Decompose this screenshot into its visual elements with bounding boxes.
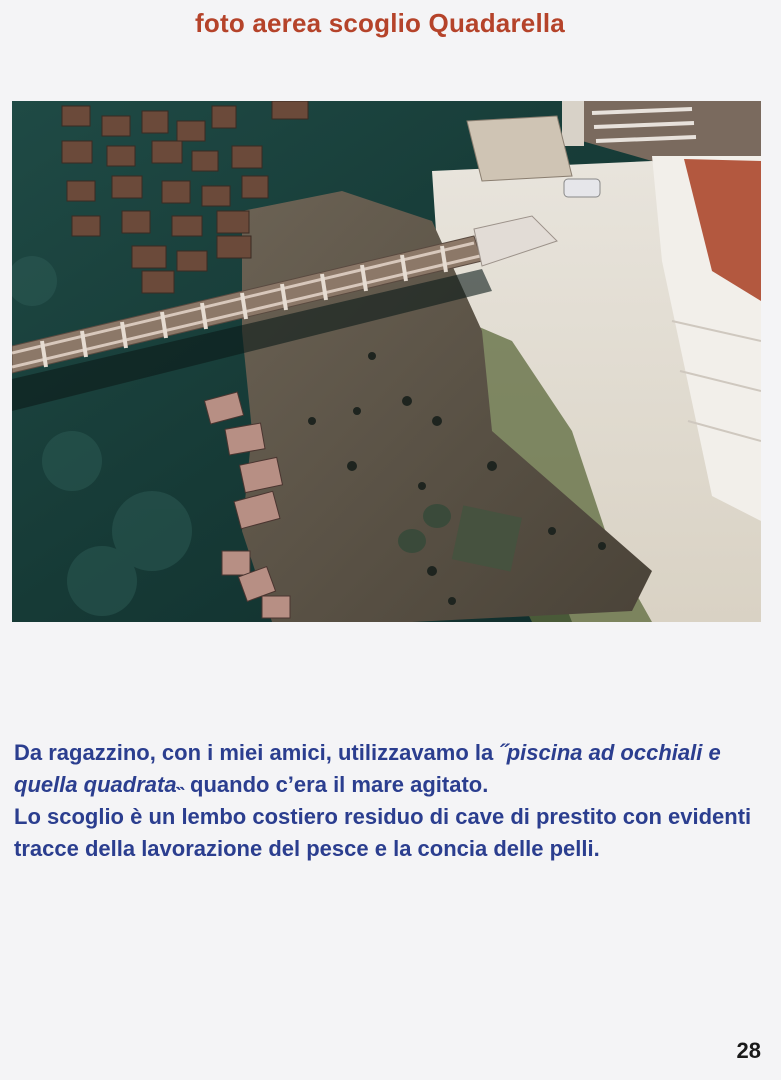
page-title: foto aerea scoglio Quadarella (195, 8, 565, 38)
caption-text (14, 737, 766, 865)
caption-text-1b: ˵ quando c’era il mare agitato. (176, 772, 489, 797)
caption-italic-text: ˝piscina ad occhiali e quella quadrata (14, 740, 721, 797)
caption-text-1a: Da ragazzino, con i miei amici, utilizzavamo la (14, 740, 500, 765)
page-number: 28 (736, 1038, 761, 1063)
caption-paragraph-1 (14, 737, 766, 801)
aerial-photo (12, 101, 761, 622)
caption-paragraph-2: Lo scoglio è un lembo costiero residuo di cave di prestito con evidenti tracce della lavorazione del pesce e la concia delle pelli. (14, 804, 752, 861)
